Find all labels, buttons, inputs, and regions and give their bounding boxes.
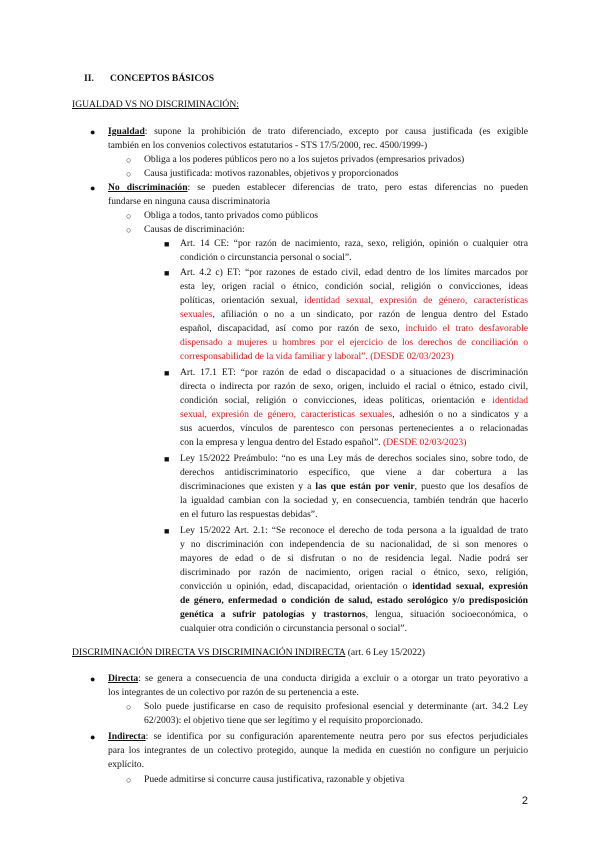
circle-bullet-icon: ○ [126,225,132,235]
art4-l5: español, discapacidad, así como por razón de sexo, incluido el trato desfavorable [180,323,529,334]
square-bullet-icon: ■ [164,526,170,536]
directa-sub-l1: Solo puede justificarse en caso de requisito profesional esencial y determinante (art. 34.2 Ley [144,701,528,712]
directa-line2: los integrantes de un colectivo por razón de su pertenencia a este. [108,687,359,698]
circle-bullet-icon: ○ [126,155,132,165]
square-bullet-icon: ■ [164,368,170,378]
ley-pre-l2: derechos antidiscriminatorio específico, que viene a dar cobertura a las [180,467,528,478]
bullet-icon: ● [90,732,96,742]
no-disc-sub-2: Causas de discriminación: [144,224,245,235]
art4-l6: dispensado a mujeres u hombres por el ejercicio de los derechos de conciliación o [180,337,528,348]
square-bullet-icon: ■ [164,268,170,278]
bullet-icon: ● [90,674,96,684]
directa-line1: Directa: se genera a consecuencia de una conducta dirigida a excluir o a otorgar un trato peyorativo a [108,673,528,684]
directa-sub-l2: 62/2003): el objetivo tiene que ser legítimo y el requisito proporcionado. [144,715,423,726]
circle-bullet-icon: ○ [126,775,132,785]
circle-bullet-icon: ○ [126,211,132,221]
page-number: 2 [521,795,528,807]
circle-bullet-icon: ○ [126,169,132,179]
art17-l6: con la empresa y lengua dentro del Estado español”. (DESDE 02/03/2023) [180,437,467,448]
igualdad-sub-2: Causa justificada: motivos razonables, objetivos y proporcionados [144,168,399,179]
igualdad-sub-1: Obliga a los poderes públicos pero no a los sujetos privados (empresarios privados) [144,154,465,165]
ley-art-l1: Ley 15/2022 Art. 2.1: “Se reconoce el derecho de toda persona a la igualdad de trato [180,525,528,536]
art4-l1: Art. 4.2 c) ET: “por razones de estado civil, edad dentro de los límites marcados por [180,267,528,278]
bullet-icon: ● [90,127,96,137]
ley-art-l7: genética a sufrir patologías y trastornos, lengua, situación socioeconómica, o [180,609,528,620]
square-bullet-icon: ■ [164,454,170,464]
art17-l3: condición social, religión o convicciones, ideas políticas, orientación e identidad [180,395,528,406]
art17-l4: sexual, expresión de género, características sexuales, adhesión o no a sindicatos y a [180,409,528,420]
ley-art-l3: mayores de edad o de si disfrutan o no de residencia legal. Nadie podrá ser [180,553,528,564]
indirecta-line3: explícito. [108,759,144,770]
ley-art-l2: y no discriminación con independencia de su nacionalidad, de si son menores o [180,539,528,550]
art17-l1: Art. 17.1 ET: “por razón de edad o discapacidad o a situaciones de discriminación [180,367,528,378]
igualdad-line1: Igualdad: supone la prohibición de trato diferenciado, excepto por causa justificada (es exigible [108,126,528,137]
igualdad-heading: IGUALDAD VS NO DISCRIMINACIÓN: [72,99,239,110]
art17-l2: directa o indirecta por razón de sexo, origen, incluido el racial o étnico, estado civil, [180,381,528,392]
section-title: CONCEPTOS BÁSICOS [110,73,215,84]
indirecta-line2: para los integrantes de un colectivo protegido, aunque la medida en cuestión no configure un perjuicio [108,745,528,756]
ley-pre-l4: la igualdad cambian con la sociedad y, en consecuencia, también tendrán que hacerlo [180,495,528,506]
art14-l1: Art. 14 CE: “por razón de nacimiento, raza, sexo, religión, opinión o cualquier otra [180,238,528,249]
art14-l2: condición o circunstancia personal o social”. [180,252,352,263]
art4-l7: corresponsabilidad de la vida familiar y laboral”. (DESDE 02/03/2023) [180,351,454,362]
directa-heading: DISCRIMINACIÓN DIRECTA VS DISCRIMINACIÓN INDIRECTA (art. 6 Ley 15/2022) [72,647,425,658]
igualdad-line2: también en los convenios colectivos estatutarios - STS 17/5/2000, rec. 4500/1999-) [108,140,428,151]
no-disc-line2: fundarse en ninguna causa discriminatoria [108,196,270,207]
square-bullet-icon: ■ [164,239,170,249]
ley-pre-l5: en el futuro las respuestas debidas”. [180,509,318,520]
art4-l2: esta ley, origen racial o étnico, condición social, religión o convicciones, ideas [180,281,528,292]
ley-art-l6: de género, enfermedad o condición de salud, estado serológico y/o predisposición [180,595,528,606]
bullet-icon: ● [90,183,96,193]
ley-art-l5: convicción u opinión, edad, discapacidad, orientación o identidad sexual, expresión [180,581,528,592]
ley-pre-l1: Ley 15/2022 Preámbulo: “no es una Ley más de derechos sociales sino, sobre todo, de [180,453,528,464]
indirecta-line1: Indirecta: se identifica por su configuración aparentemente neutra pero por sus efectos perjudiciales [108,731,528,742]
art17-l5: sus acuerdos, vínculos de parentesco con personas pertenecientes a o relacionadas [180,423,528,434]
no-disc-line1: No discriminación: se pueden establecer diferencias de trato, pero estas diferencias no pueden [108,182,529,193]
section-number: II. [84,73,94,84]
no-disc-sub-1: Obliga a todos, tanto privados como públicos [144,210,318,221]
art4-l4: sexuales, afiliación o no a un sindicato, por razón de lengua dentro del Estado [180,309,528,320]
ley-art-l4: discriminado por razón de nacimiento, origen racial o étnico, sexo, religión, [180,567,528,578]
ley-pre-l3: discriminaciones que existen y a las que están por venir, puesto que los desafíos de [180,481,528,492]
circle-bullet-icon: ○ [126,702,132,712]
ley-art-l8: cualquier otra condición o circunstancia personal o social”. [180,623,407,634]
art4-l3: políticas, orientación sexual, identidad sexual, expresión de género, características [180,295,528,306]
indirecta-sub: Puede admitirse si concurre causa justificativa, razonable y objetiva [144,774,405,785]
